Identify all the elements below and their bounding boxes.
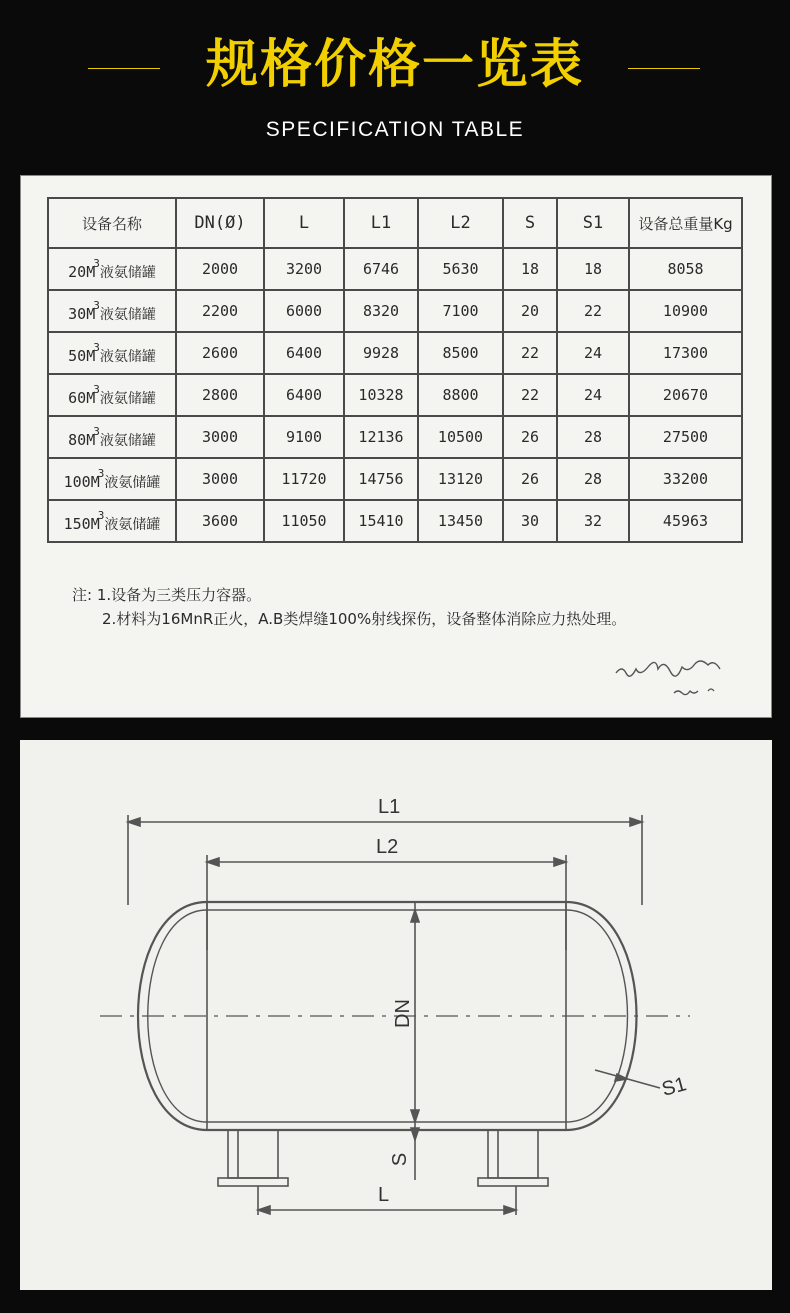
table-header-row	[48, 198, 742, 248]
cell-s: 26	[503, 458, 557, 500]
cell-l2: 13450	[418, 500, 503, 542]
capacity: 100M	[63, 472, 100, 491]
equipment-type: 液氨储罐	[104, 474, 161, 491]
cell-s1: 24	[557, 374, 629, 416]
cell-l1: 15410	[344, 500, 418, 542]
cell-l: 11720	[264, 458, 344, 500]
cell-l2: 8800	[418, 374, 503, 416]
cell-dn: 3000	[176, 458, 264, 500]
cell-s1: 28	[557, 458, 629, 500]
cell-s1: 24	[557, 332, 629, 374]
cell-weight: 45963	[629, 500, 742, 542]
table-row	[48, 248, 742, 290]
equipment-name	[48, 500, 176, 542]
cell-weight: 17300	[629, 332, 742, 374]
capacity: 20M	[68, 262, 96, 281]
table-row	[48, 500, 742, 542]
note-1-text: 1.设备为三类压力容器。	[96, 586, 262, 604]
equipment-name	[48, 416, 176, 458]
cell-weight: 20670	[629, 374, 742, 416]
cell-l: 6400	[264, 332, 344, 374]
equipment-name	[48, 248, 176, 290]
cell-dn: 3600	[176, 500, 264, 542]
cell-l1: 14756	[344, 458, 418, 500]
cell-l1: 8320	[344, 290, 418, 332]
cell-l: 6400	[264, 374, 344, 416]
equipment-type: 液氨储罐	[99, 264, 156, 281]
cell-l1: 12136	[344, 416, 418, 458]
note-2	[72, 607, 626, 631]
cell-l1: 10328	[344, 374, 418, 416]
label-s: S	[389, 1152, 412, 1167]
equipment-name	[48, 290, 176, 332]
cell-dn: 2200	[176, 290, 264, 332]
cell-l: 9100	[264, 416, 344, 458]
page-subtitle: SPECIFICATION TABLE	[265, 118, 525, 141]
cell-s: 22	[503, 374, 557, 416]
capacity: 30M	[68, 304, 96, 323]
cube-superscript: 3	[93, 382, 100, 396]
label-s1: S1	[659, 1073, 689, 1101]
cell-l2: 7100	[418, 290, 503, 332]
cell-l2: 5630	[418, 248, 503, 290]
cell-weight: 10900	[629, 290, 742, 332]
equipment-name	[48, 374, 176, 416]
col-header-dn: DN(Ø)	[176, 198, 264, 248]
col-header-weight: 设备总重量Kg	[629, 198, 742, 248]
label-l: L	[378, 1184, 390, 1206]
capacity: 80M	[68, 430, 96, 449]
cell-l2: 13120	[418, 458, 503, 500]
table-row	[48, 374, 742, 416]
cell-dn: 2000	[176, 248, 264, 290]
cell-weight: 8058	[629, 248, 742, 290]
cube-superscript: 3	[97, 466, 105, 480]
cube-superscript: 3	[93, 298, 100, 312]
cube-superscript: 3	[97, 508, 105, 522]
tank-drawing	[20, 740, 772, 1290]
equipment-name	[48, 332, 176, 374]
cell-s: 26	[503, 416, 557, 458]
label-l2: L2	[376, 836, 399, 858]
equipment-type: 液氨储罐	[99, 306, 156, 323]
cell-s: 22	[503, 332, 557, 374]
cell-s1: 18	[557, 248, 629, 290]
capacity: 150M	[63, 514, 100, 533]
col-header-l1: L1	[344, 198, 418, 248]
equipment-type: 液氨储罐	[99, 432, 156, 449]
cell-l2: 8500	[418, 332, 503, 374]
table-row	[48, 332, 742, 374]
col-header-s1: S1	[557, 198, 629, 248]
cube-superscript: 3	[93, 256, 100, 270]
col-header-s: S	[503, 198, 557, 248]
table-row	[48, 458, 742, 500]
spec-table	[47, 197, 743, 543]
notes-prefix: 注:	[72, 586, 93, 604]
col-header-name: 设备名称	[48, 198, 176, 248]
equipment-type: 液氨储罐	[99, 390, 156, 407]
cell-s1: 32	[557, 500, 629, 542]
handwritten-signature	[610, 653, 750, 703]
cell-s: 20	[503, 290, 557, 332]
cell-l: 6000	[264, 290, 344, 332]
label-dn: DN	[391, 999, 414, 1028]
table-row	[48, 416, 742, 458]
cube-superscript: 3	[93, 424, 100, 438]
cell-dn: 2800	[176, 374, 264, 416]
equipment-name	[48, 458, 176, 500]
cell-s1: 28	[557, 416, 629, 458]
cell-dn: 2600	[176, 332, 264, 374]
note-1	[72, 583, 626, 607]
capacity: 60M	[68, 388, 96, 407]
label-l1: L1	[378, 796, 401, 818]
cell-weight: 27500	[629, 416, 742, 458]
cube-superscript: 3	[93, 340, 100, 354]
cell-weight: 33200	[629, 458, 742, 500]
spec-sheet	[20, 175, 772, 718]
page-title: 规格价格一览表	[205, 35, 584, 95]
cell-l2: 10500	[418, 416, 503, 458]
capacity: 50M	[68, 346, 96, 365]
cell-s: 18	[503, 248, 557, 290]
col-header-l: L	[264, 198, 344, 248]
cell-l: 11050	[264, 500, 344, 542]
equipment-type: 液氨储罐	[99, 348, 156, 365]
table-row	[48, 290, 742, 332]
cell-l1: 9928	[344, 332, 418, 374]
cell-s: 30	[503, 500, 557, 542]
cell-dn: 3000	[176, 416, 264, 458]
col-header-l2: L2	[418, 198, 503, 248]
notes	[72, 583, 626, 631]
cell-s1: 22	[557, 290, 629, 332]
note-2-text: 2.材料为16MnR正火，A.B类焊缝100%射线探伤，设备整体消除应力热处理。	[102, 610, 627, 628]
cell-l: 3200	[264, 248, 344, 290]
equipment-type: 液氨储罐	[104, 516, 161, 533]
cell-l1: 6746	[344, 248, 418, 290]
